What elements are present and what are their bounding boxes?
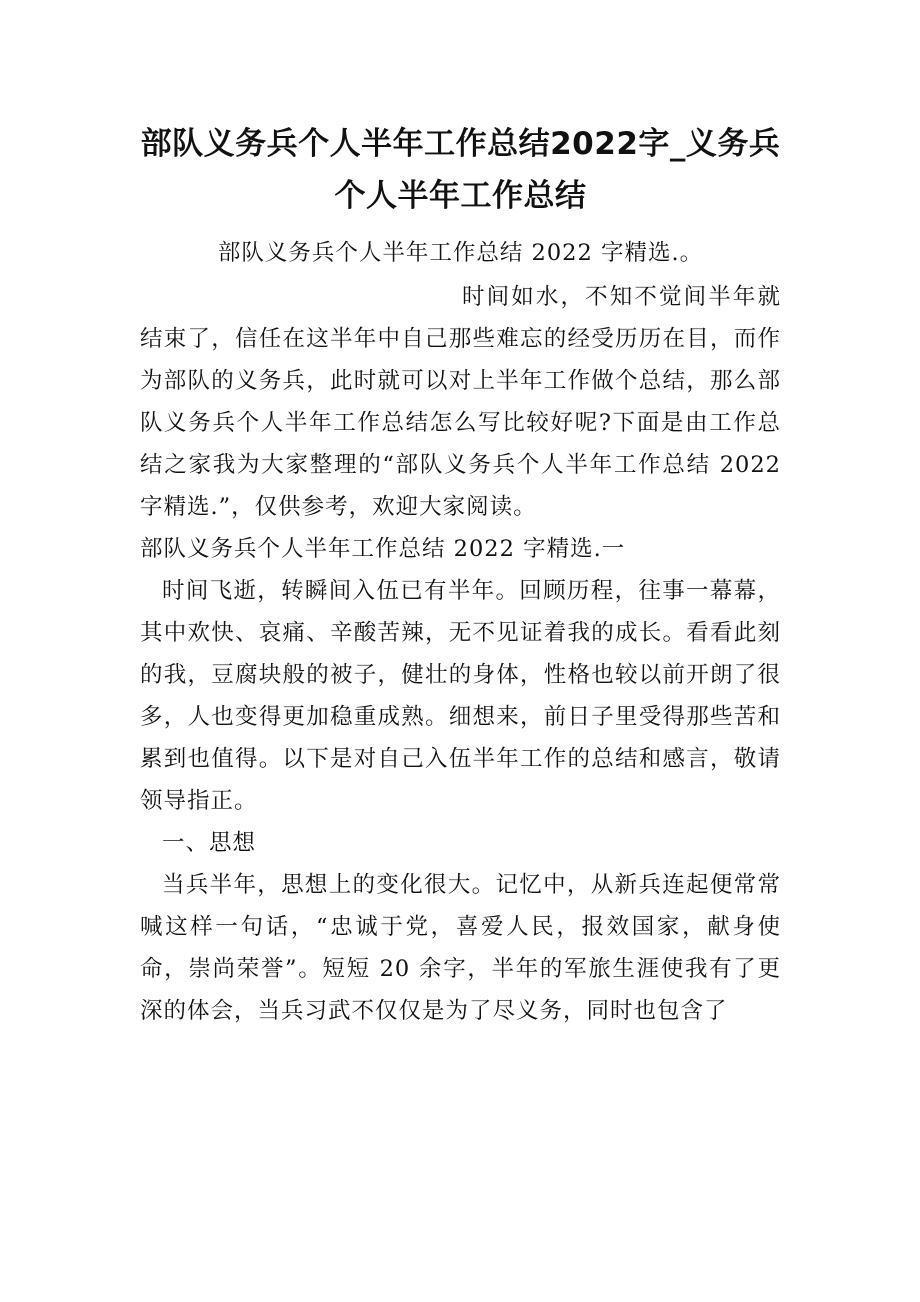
intro-paragraph: 时间如水，不知不觉间半年就结束了，信任在这半年中自己那些难忘的经受历历在目，而作为部队的义务兵，此时就可以对上半年工作做个总结，那么部队义务兵个人半年工作总结怎么写比较好呢?下面是由工作总结之家我为大家整理的“部队义务兵个人半年工作总结 2022 字精选.”，仅供参考，欢迎大家阅读。 xyxy=(140,284,781,520)
document-page xyxy=(140,118,781,1032)
heading-thought: 一、思想 xyxy=(162,830,257,856)
section-heading: 部队义务兵个人半年工作总结 2022 字精选.一 xyxy=(140,536,626,562)
document-title: 部队义务兵个人半年工作总结2022字_义务兵个人半年工作总结 xyxy=(140,126,781,214)
document-subtitle: 部队义务兵个人半年工作总结 2022 字精选.。 xyxy=(217,240,704,266)
body-paragraph-1: 时间飞逝，转瞬间入伍已有半年。回顾历程，往事一幕幕，其中欢快、哀痛、辛酸苦辣，无不见证着我的成长。看看此刻的我，豆腐块般的被子，健壮的身体，性格也较以前开朗了很多，人也变得更加稳重成熟。细想来，前日子里受得那些苦和累到也值得。以下是对自己入伍半年工作的总结和感言，敬请领导指正。 xyxy=(140,578,781,814)
body-paragraph-2: 当兵半年，思想上的变化很大。记忆中，从新兵连起便常常喊这样一句话，“忠诚于党，喜爱人民，报效国家，献身使命，崇尚荣誉”。短短 20 余字，半年的军旅生涯使我有了更深的体会，当兵习武不仅仅是为了尽义务，同时也包含了 xyxy=(140,872,781,1024)
